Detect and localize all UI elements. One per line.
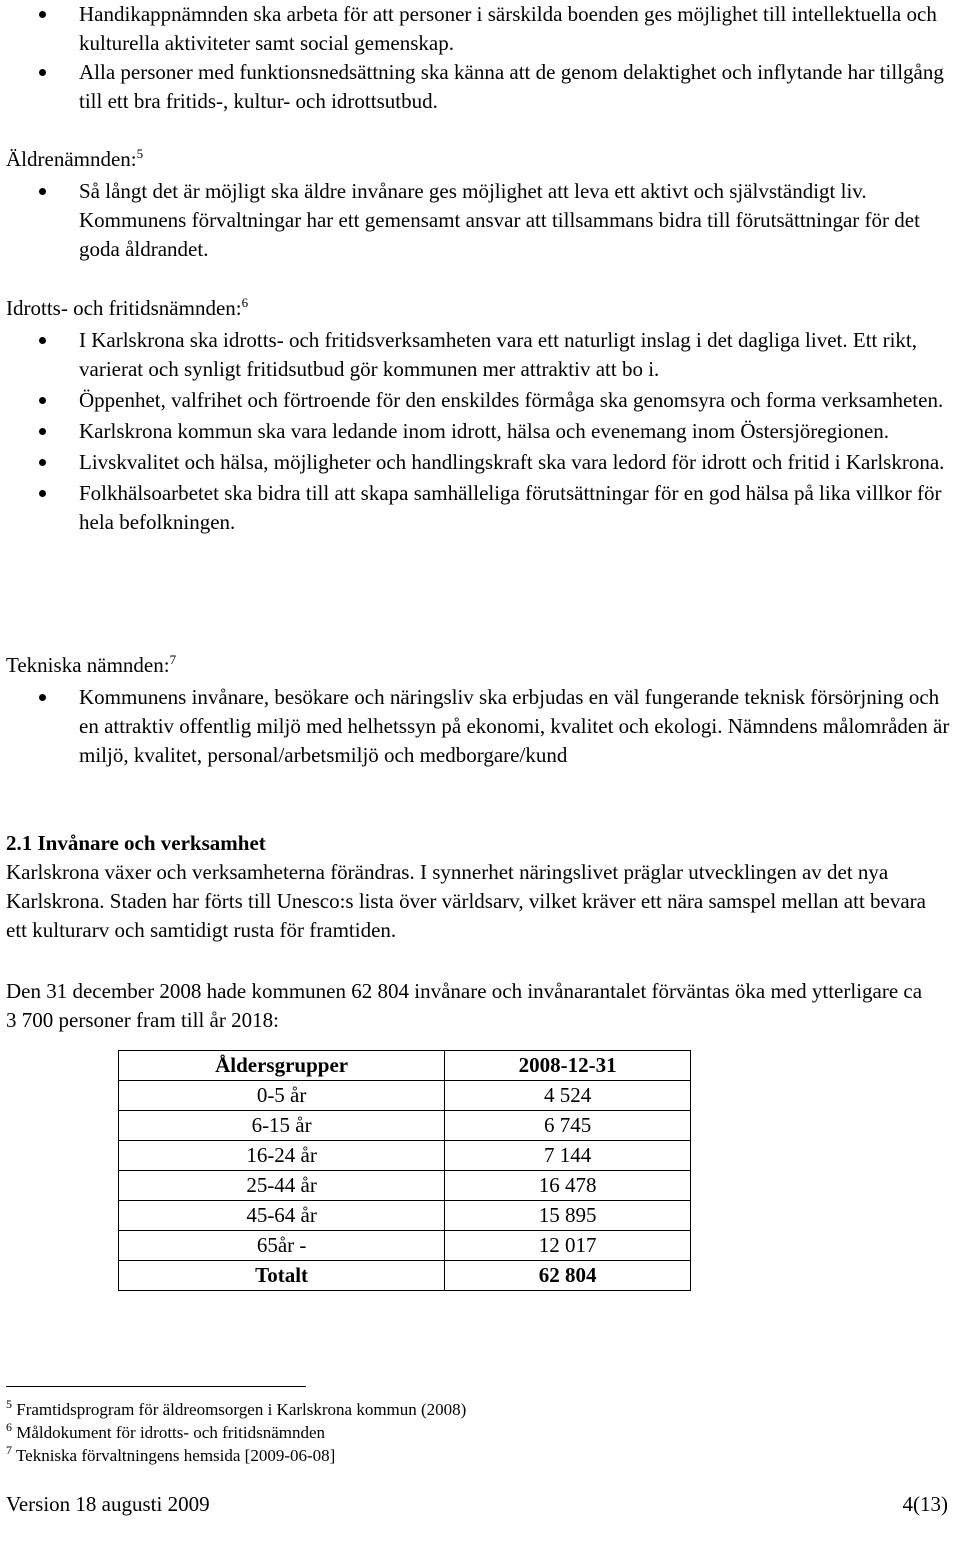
bullet-list-aldre	[0, 177, 950, 264]
footnote-separator	[6, 1386, 306, 1387]
table-cell: 16 478	[445, 1171, 691, 1201]
aldre-heading: Äldrenämnden:$^5$	[6, 146, 144, 171]
table-header-cell: 2008-12-31	[445, 1051, 691, 1081]
table-header-cell: Åldersgrupper	[119, 1051, 445, 1081]
page-footer	[6, 1490, 948, 1519]
table-total-row	[119, 1261, 691, 1291]
paragraph: Den 31 december 2008 hade kommunen 62 804 invånare och invånarantalet förväntas öka med ytterligare ca 3 700 personer fram till år 2018:	[6, 979, 923, 1032]
table-cell: 15 895	[445, 1201, 691, 1231]
list-item: Öppenhet, valfrihet och förtroende för den enskildes förmåga ska genomsyra och forma verksamheten.	[0, 386, 950, 415]
table-row	[119, 1081, 691, 1111]
table-cell: 0-5 år	[119, 1081, 445, 1111]
table-row	[119, 1171, 691, 1201]
table-cell: 45-64 år	[119, 1201, 445, 1231]
list-item: Livskvalitet och hälsa, möjligheter och handlingskraft ska vara ledord för idrott och fritid i Karlskrona.	[0, 448, 950, 477]
version-label: Version 18 augusti 2009	[6, 1492, 210, 1516]
list-item: Handikappnämnden ska arbeta för att personer i särskilda boenden ges möjlighet till intellektuella och kulturella aktiviteter samt social gemenskap.	[0, 0, 950, 58]
table-row	[119, 1141, 691, 1171]
teknik-heading: Tekniska nämnden:$^7$	[6, 652, 177, 677]
footnote: $^6$ Måldokument för idrotts- och fritidsnämnden	[6, 1420, 326, 1442]
bullet-list-idrott	[0, 326, 950, 537]
table-header-row	[119, 1051, 691, 1081]
table-cell: 65år -	[119, 1231, 445, 1261]
footnote: $^7$ Tekniska förvaltningens hemsida [2009-06-08]	[6, 1443, 336, 1465]
table-cell: 6-15 år	[119, 1111, 445, 1141]
table-cell: 25-44 år	[119, 1171, 445, 1201]
table-row	[119, 1201, 691, 1231]
age-groups-table	[118, 1050, 691, 1291]
list-item: Karlskrona kommun ska vara ledande inom idrott, hälsa och evenemang inom Östersjöregionen.	[0, 417, 950, 446]
table-cell: 12 017	[445, 1231, 691, 1261]
footnotes	[6, 1398, 466, 1467]
table-cell: 6 745	[445, 1111, 691, 1141]
list-item: I Karlskrona ska idrotts- och fritidsverksamheten vara ett naturligt inslag i det dagliga livet. Ett rikt, varierat och synligt fritidsutbud gör kommunen mer attraktiv att bo i.	[0, 326, 950, 384]
list-item: Folkhälsoarbetet ska bidra till att skapa samhälleliga förutsättningar för en god hälsa på lika villkor för hela befolkningen.	[0, 479, 950, 537]
list-item: Så långt det är möjligt ska äldre invånare ges möjlighet att leva ett aktivt och självständigt liv. Kommunens förvaltningar har ett gemensamt ansvar att tillsammans bidra till förutsättningar för det goda åldrandet.	[0, 177, 950, 264]
table-cell: Totalt	[119, 1261, 445, 1291]
list-item: Kommunens invånare, besökare och näringsliv ska erbjudas en väl fungerande teknisk försörjning och en attraktiv offentlig miljö med helhetssyn på ekonomi, kvalitet och ekologi. Nämndens målområden är miljö, kvalitet, personal/arbetsmiljö och medborgare/kund	[0, 683, 950, 770]
footnote: $^5$ Framtidsprogram för äldreomsorgen i Karlskrona kommun (2008)	[6, 1397, 467, 1419]
section-title: 2.1 Invånare och verksamhet	[6, 831, 266, 855]
paragraph: Karlskrona växer och verksamheterna förändras. I synnerhet näringslivet präglar utvecklingen av det nya Karlskrona. Staden har förts till Unesco:s lista över världsarv, vilket kräver ett nära samspel mellan att bevara ett kulturarv och samtidigt rusta för framtiden.	[6, 860, 926, 942]
list-item: Alla personer med funktionsnedsättning ska känna att de genom delaktighet och inflytande har tillgång till ett bra fritids-, kultur- och idrottsutbud.	[0, 58, 950, 116]
bullet-list-handikapp	[0, 0, 950, 116]
idrott-heading: Idrotts- och fritidsnämnden:$^6$	[6, 295, 249, 320]
table-cell: 62 804	[445, 1261, 691, 1291]
table-cell: 7 144	[445, 1141, 691, 1171]
page-number: 4(13)	[902, 1492, 948, 1516]
table-cell: 16-24 år	[119, 1141, 445, 1171]
table-row	[119, 1111, 691, 1141]
table-row	[119, 1231, 691, 1261]
table-cell: 4 524	[445, 1081, 691, 1111]
bullet-list-teknik	[0, 683, 950, 770]
